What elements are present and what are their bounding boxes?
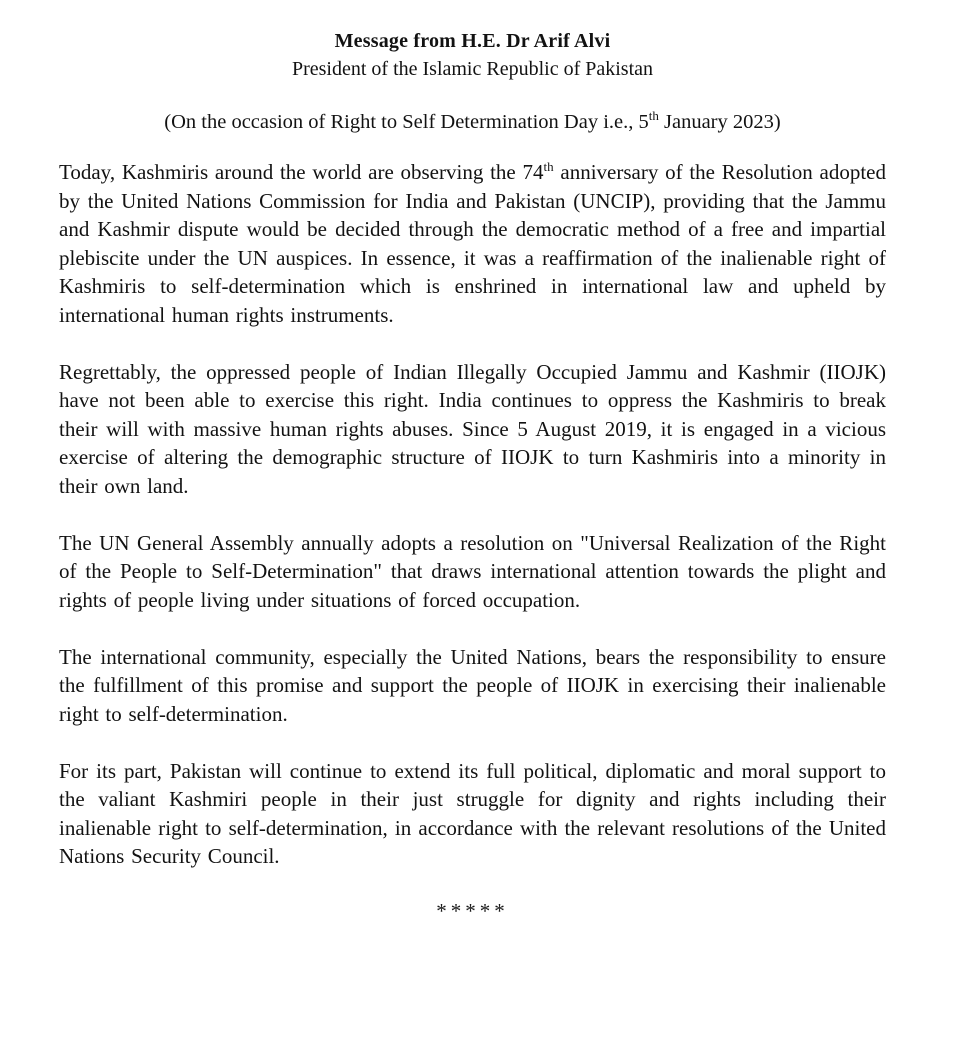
paragraph-3 [59,529,886,615]
document-body [59,158,886,871]
paragraph-1-superscript: th [543,159,554,174]
paragraph-1 [59,158,886,329]
paragraph-2 [59,358,886,501]
occasion-line [59,108,886,136]
occasion-text: (On the occasion of Right to Self Determination Day i.e., 5 [164,111,649,133]
document-subtitle: President of the Islamic Republic of Pakistan [291,58,654,80]
document-title: Message from H.E. Dr Arif Alvi [334,30,611,52]
paragraph-4 [59,643,886,729]
occasion-text-suffix: January 2023) [658,111,781,133]
paragraph-1-text: Today, Kashmiris around the world are observing the 74 [59,160,544,184]
paragraph-5 [59,757,886,871]
paragraph-1-text-continued: anniversary of the Resolution adopted by the United Nations Commission for India and Pakistan (UNCIP), providing that the Jammu and Kashmir dispute would be decided through the democratic method of a free and impartial plebiscite under the UN auspices. In essence, it was a reaffirmation of the inalienable right of Kashmiris to self-determination which is enshrined in international law and upheld by international human rights instruments. [59,160,886,327]
occasion-superscript: th [648,108,659,124]
paragraph-5-text: For its part, Pakistan will continue to extend its full political, diplomatic and moral support to the valiant Kashmiri people in their just struggle for dignity and rights including their inalienable right to self-determination, in accordance with the relevant resolutions of the United Nations Security Council. [59,758,886,868]
paragraph-3-text: The UN General Assembly annually adopts a resolution on "Universal Realization of the Right of the People to Self-Determination" that draws international attention towards the plight and rights of people living under situations of forced occupation. [59,530,886,612]
footer-asterisks: ***** [436,899,509,923]
paragraph-2-text: Regrettably, the oppressed people of Indian Illegally Occupied Jammu and Kashmir (IIOJK) have not been able to exercise this right. India continues to oppress the Kashmiris to break their will with massive human rights abuses. Since 5 August 2019, it is engaged in a vicious exercise of altering the demographic structure of IIOJK to turn Kashmiris into a minority in their own land. [59,359,886,498]
paragraph-4-text: The international community, especially the United Nations, bears the responsibility to ensure the fulfillment of this promise and support the people of IIOJK in exercising their inalienable right to self-determination. [59,644,886,726]
